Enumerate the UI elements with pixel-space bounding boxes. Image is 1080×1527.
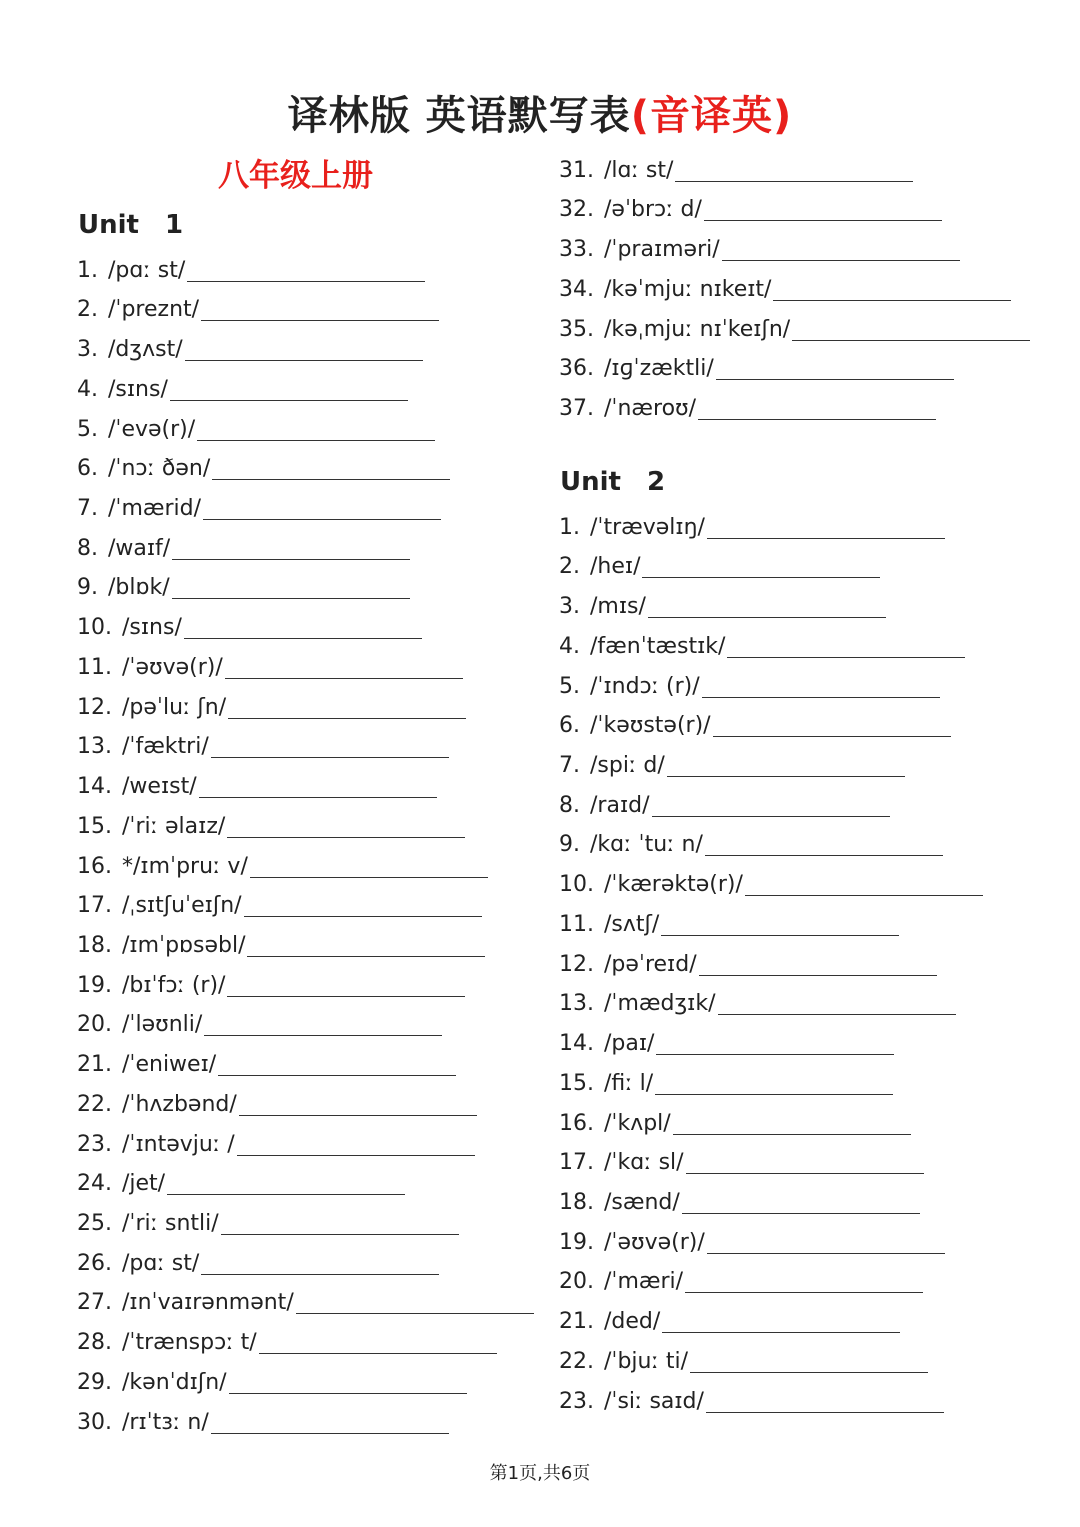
page-title bbox=[0, 88, 1080, 144]
phonetic-text: /dʒʌst/ bbox=[108, 337, 183, 363]
item-number: 20. bbox=[77, 1012, 112, 1038]
phonetic-text: /ˈpreznt/ bbox=[108, 297, 200, 323]
phonetic-text: /waɪf/ bbox=[108, 535, 171, 561]
answer-blank[interactable] bbox=[239, 1093, 477, 1116]
item-number: 11. bbox=[559, 911, 594, 937]
list-item bbox=[559, 582, 983, 622]
phonetic-text: /ˈnæroʊ/ bbox=[604, 396, 697, 422]
answer-blank[interactable] bbox=[218, 1053, 456, 1076]
phonetic-text: /raɪd/ bbox=[590, 792, 650, 818]
answer-blank[interactable] bbox=[652, 794, 890, 817]
phonetic-text: /rɪˈtɜː n/ bbox=[122, 1409, 209, 1435]
list-item bbox=[559, 1297, 983, 1337]
title-main: 译林版 英语默写表 bbox=[287, 93, 631, 139]
list-item bbox=[559, 146, 1030, 186]
phonetic-text: /sɪns/ bbox=[122, 615, 182, 641]
phonetic-text: /blɒk/ bbox=[108, 575, 170, 601]
answer-blank[interactable] bbox=[204, 1013, 442, 1036]
list-item bbox=[559, 662, 983, 702]
item-number: 22. bbox=[77, 1091, 112, 1117]
item-number: 1. bbox=[559, 514, 580, 540]
phonetic-text: /ˈhʌzbənd/ bbox=[122, 1091, 237, 1117]
item-number: 8. bbox=[559, 792, 580, 818]
answer-blank[interactable] bbox=[203, 497, 441, 520]
answer-blank[interactable] bbox=[167, 1172, 405, 1195]
list-item bbox=[77, 643, 534, 683]
answer-blank[interactable] bbox=[667, 754, 905, 777]
list-item bbox=[559, 1377, 983, 1417]
item-number: 15. bbox=[559, 1070, 594, 1096]
list-item bbox=[559, 781, 983, 821]
phonetic-text: /ˈkʌpl/ bbox=[604, 1110, 671, 1136]
answer-blank[interactable] bbox=[686, 1151, 924, 1174]
item-number: 9. bbox=[559, 832, 580, 858]
phonetic-text: /ˈriː əlaɪz/ bbox=[122, 813, 226, 839]
list-item bbox=[77, 723, 534, 763]
answer-blank[interactable] bbox=[661, 913, 899, 936]
phonetic-text: /pəˈluː ʃn/ bbox=[122, 694, 227, 720]
item-number: 19. bbox=[77, 972, 112, 998]
phonetic-text: /ˈɪndɔː (r)/ bbox=[590, 673, 700, 699]
answer-blank[interactable] bbox=[172, 537, 410, 560]
item-number: 5. bbox=[77, 416, 98, 442]
item-number: 19. bbox=[559, 1229, 594, 1255]
phonetic-text: /ˈriː sntli/ bbox=[122, 1210, 219, 1236]
item-number: 29. bbox=[77, 1369, 112, 1395]
list-item bbox=[559, 702, 983, 742]
list-item bbox=[559, 543, 983, 583]
list-item bbox=[559, 503, 983, 543]
answer-blank[interactable] bbox=[170, 378, 408, 401]
answer-blank[interactable] bbox=[648, 595, 886, 618]
phonetic-text: /pəˈreɪd/ bbox=[604, 951, 697, 977]
list-item bbox=[77, 1001, 534, 1041]
phonetic-text: /ˈeniweɪ/ bbox=[122, 1052, 217, 1078]
item-number: 2. bbox=[77, 297, 98, 323]
phonetic-text: /ded/ bbox=[604, 1309, 661, 1335]
answer-blank[interactable] bbox=[184, 616, 422, 639]
unit-2-heading bbox=[560, 464, 665, 500]
answer-blank[interactable] bbox=[673, 1112, 911, 1135]
item-number: 17. bbox=[77, 893, 112, 919]
item-number: 31. bbox=[559, 157, 594, 183]
answer-blank[interactable] bbox=[682, 1191, 920, 1214]
list-item bbox=[559, 1059, 983, 1099]
list-item bbox=[559, 225, 1030, 265]
answer-blank[interactable] bbox=[228, 696, 466, 719]
item-number: 18. bbox=[559, 1189, 594, 1215]
answer-blank[interactable] bbox=[702, 675, 940, 698]
item-number: 34. bbox=[559, 276, 594, 302]
phonetic-text: /jet/ bbox=[122, 1171, 166, 1197]
answer-blank[interactable] bbox=[211, 735, 449, 758]
phonetic-text: /kəˈmjuː nɪkeɪt/ bbox=[604, 276, 772, 302]
item-number: 21. bbox=[559, 1309, 594, 1335]
list-item bbox=[77, 921, 534, 961]
item-number: 1. bbox=[77, 257, 98, 283]
list-item bbox=[559, 1099, 983, 1139]
answer-blank[interactable] bbox=[706, 1390, 944, 1413]
answer-blank[interactable] bbox=[221, 1212, 459, 1235]
item-number: 27. bbox=[77, 1290, 112, 1316]
item-number: 12. bbox=[77, 694, 112, 720]
answer-blank[interactable] bbox=[675, 159, 913, 182]
list-item bbox=[559, 741, 983, 781]
answer-blank[interactable] bbox=[699, 953, 937, 976]
item-number: 6. bbox=[77, 456, 98, 482]
answer-blank[interactable] bbox=[172, 576, 410, 599]
answer-blank[interactable] bbox=[662, 1310, 900, 1333]
list-item bbox=[77, 564, 534, 604]
answer-blank[interactable] bbox=[212, 457, 450, 480]
phonetic-text: /paɪ/ bbox=[604, 1031, 655, 1057]
phonetic-text: /ˈnɔː ðən/ bbox=[108, 456, 211, 482]
list-item bbox=[559, 1019, 983, 1059]
answer-blank[interactable] bbox=[745, 873, 983, 896]
subtitle: 八年级上册 bbox=[218, 158, 373, 194]
answer-blank[interactable] bbox=[237, 1133, 475, 1156]
item-number: 4. bbox=[77, 376, 98, 402]
answer-blank[interactable] bbox=[225, 656, 463, 679]
unit-1-heading bbox=[78, 207, 183, 243]
item-number: 16. bbox=[559, 1110, 594, 1136]
list-item bbox=[77, 1080, 534, 1120]
list-item bbox=[77, 365, 534, 405]
phonetic-text: /bɪˈfɔː (r)/ bbox=[122, 972, 226, 998]
phonetic-text: /ˌsɪtʃuˈeɪʃn/ bbox=[122, 893, 242, 919]
list-item bbox=[77, 1398, 534, 1438]
phonetic-text: /ɪnˈvaɪrənmənt/ bbox=[122, 1290, 294, 1316]
list-item bbox=[559, 384, 1030, 424]
list-item bbox=[77, 683, 534, 723]
phonetic-text: /ˈkɑː sl/ bbox=[604, 1150, 684, 1176]
title-highlight: (音译英) bbox=[630, 93, 793, 139]
phonetic-text: /ˈɪntəvjuː / bbox=[122, 1131, 235, 1157]
list-item bbox=[77, 445, 534, 485]
item-number: 4. bbox=[559, 633, 580, 659]
item-number: 14. bbox=[77, 774, 112, 800]
answer-blank[interactable] bbox=[707, 516, 945, 539]
item-number: 37. bbox=[559, 396, 594, 422]
answer-blank[interactable] bbox=[199, 775, 437, 798]
phonetic-text: /ɪɡˈzæktli/ bbox=[604, 356, 714, 382]
answer-blank[interactable] bbox=[201, 298, 439, 321]
list-item bbox=[77, 1040, 534, 1080]
answer-blank[interactable] bbox=[250, 855, 488, 878]
item-number: 24. bbox=[77, 1171, 112, 1197]
item-number: 6. bbox=[559, 713, 580, 739]
item-number: 33. bbox=[559, 237, 594, 263]
list-item bbox=[77, 1279, 534, 1319]
item-number: 3. bbox=[77, 337, 98, 363]
list-item bbox=[559, 1218, 983, 1258]
phonetic-text: /ˈmærid/ bbox=[108, 496, 202, 522]
answer-blank[interactable] bbox=[197, 418, 435, 441]
answer-blank[interactable] bbox=[704, 198, 942, 221]
list-item bbox=[77, 1120, 534, 1160]
phonetic-text: /weɪst/ bbox=[122, 774, 197, 800]
list-item bbox=[77, 1199, 534, 1239]
phonetic-text: /sɪns/ bbox=[108, 376, 168, 402]
item-number: 16. bbox=[77, 853, 112, 879]
answer-blank[interactable] bbox=[722, 238, 960, 261]
phonetic-text: /fiː l/ bbox=[604, 1070, 654, 1096]
list-item bbox=[77, 1239, 534, 1279]
item-number: 13. bbox=[559, 991, 594, 1017]
answer-blank[interactable] bbox=[296, 1291, 534, 1314]
item-number: 14. bbox=[559, 1031, 594, 1057]
answer-blank[interactable] bbox=[211, 1411, 449, 1434]
phonetic-text: /ˈtrævəlɪŋ/ bbox=[590, 514, 705, 540]
phonetic-text: /əˈbrɔː d/ bbox=[604, 197, 702, 223]
phonetic-text: /ˈbjuː ti/ bbox=[604, 1348, 689, 1374]
list-item bbox=[77, 1358, 534, 1398]
list-item bbox=[559, 1139, 983, 1179]
list-item bbox=[559, 305, 1030, 345]
item-number: 18. bbox=[77, 932, 112, 958]
list-item bbox=[77, 762, 534, 802]
item-number: 30. bbox=[77, 1409, 112, 1435]
list-item bbox=[559, 860, 983, 900]
list-item bbox=[77, 842, 534, 882]
item-number: 5. bbox=[559, 673, 580, 699]
phonetic-text: /ˈmædʒɪk/ bbox=[604, 991, 716, 1017]
answer-blank[interactable] bbox=[727, 635, 965, 658]
phonetic-text: /ˈtrænspɔː t/ bbox=[122, 1330, 257, 1356]
item-number: 8. bbox=[77, 535, 98, 561]
item-number: 11. bbox=[77, 654, 112, 680]
list-item bbox=[77, 405, 534, 445]
answer-blank[interactable] bbox=[244, 894, 482, 917]
answer-blank[interactable] bbox=[656, 1032, 894, 1055]
phonetic-text: /kɑː ˈtuː n/ bbox=[590, 832, 703, 858]
phonetic-text: /mɪs/ bbox=[590, 594, 646, 620]
answer-blank[interactable] bbox=[185, 338, 423, 361]
phonetic-text: /pɑː st/ bbox=[108, 257, 186, 283]
unit-label: Unit bbox=[560, 467, 621, 497]
answer-blank[interactable] bbox=[698, 397, 936, 420]
item-number: 28. bbox=[77, 1330, 112, 1356]
list-item bbox=[77, 484, 534, 524]
item-number: 7. bbox=[559, 753, 580, 779]
phonetic-text: /ˈəʊvə(r)/ bbox=[604, 1229, 705, 1255]
list-item bbox=[559, 265, 1030, 305]
list-item bbox=[559, 622, 983, 662]
answer-blank[interactable] bbox=[187, 259, 425, 282]
unit-1-list-left bbox=[77, 246, 534, 1438]
item-number: 32. bbox=[559, 197, 594, 223]
phonetic-text: /sænd/ bbox=[604, 1189, 680, 1215]
phonetic-text: /ˈəʊvə(r)/ bbox=[122, 654, 223, 680]
list-item bbox=[77, 246, 534, 286]
phonetic-text: /pɑː st/ bbox=[122, 1250, 200, 1276]
unit-number: 2 bbox=[646, 467, 666, 497]
item-number: 15. bbox=[77, 813, 112, 839]
phonetic-text: /ˈevə(r)/ bbox=[108, 416, 196, 442]
item-number: 10. bbox=[559, 872, 594, 898]
list-item bbox=[77, 286, 534, 326]
answer-blank[interactable] bbox=[247, 934, 485, 957]
list-item bbox=[559, 940, 983, 980]
list-item bbox=[77, 961, 534, 1001]
answer-blank[interactable] bbox=[227, 815, 465, 838]
unit-number: 1 bbox=[164, 210, 184, 240]
answer-blank[interactable] bbox=[707, 1231, 945, 1254]
item-number: 9. bbox=[77, 575, 98, 601]
phonetic-text: /ɪmˈpɒsəbl/ bbox=[122, 932, 246, 958]
answer-blank[interactable] bbox=[655, 1072, 893, 1095]
phonetic-text: /ˈsiː saɪd/ bbox=[604, 1388, 704, 1414]
unit-label: Unit bbox=[78, 210, 139, 240]
answer-blank[interactable] bbox=[713, 714, 951, 737]
list-item bbox=[559, 980, 983, 1020]
phonetic-text: /ˈfæktri/ bbox=[122, 734, 209, 760]
phonetic-text: /lɑː st/ bbox=[604, 157, 674, 183]
item-number: 10. bbox=[77, 615, 112, 641]
item-number: 36. bbox=[559, 356, 594, 382]
answer-blank[interactable] bbox=[718, 992, 956, 1015]
phonetic-text: /kəˌmjuː nɪˈkeɪʃn/ bbox=[604, 316, 791, 342]
list-item bbox=[77, 325, 534, 365]
item-number: 25. bbox=[77, 1210, 112, 1236]
page-footer: 第1页,共6页 bbox=[489, 1463, 591, 1484]
phonetic-text: /ˈləʊnli/ bbox=[122, 1012, 203, 1038]
list-item bbox=[77, 524, 534, 564]
list-item bbox=[77, 603, 534, 643]
list-item bbox=[559, 821, 983, 861]
phonetic-text: /fænˈtæstɪk/ bbox=[590, 633, 726, 659]
answer-blank[interactable] bbox=[705, 833, 943, 856]
list-item bbox=[559, 1258, 983, 1298]
list-item bbox=[559, 900, 983, 940]
item-number: 22. bbox=[559, 1348, 594, 1374]
list-item bbox=[77, 1160, 534, 1200]
list-item bbox=[559, 186, 1030, 226]
list-item bbox=[77, 882, 534, 922]
answer-blank[interactable] bbox=[227, 974, 465, 997]
answer-blank[interactable] bbox=[685, 1270, 923, 1293]
item-number: 12. bbox=[559, 951, 594, 977]
phonetic-text: /ˈkəʊstə(r)/ bbox=[590, 713, 711, 739]
list-item bbox=[77, 1318, 534, 1358]
phonetic-text: /spiː d/ bbox=[590, 753, 665, 779]
unit-1-list-right bbox=[559, 146, 1030, 424]
phonetic-text: /ˈkærəktə(r)/ bbox=[604, 872, 743, 898]
item-number: 21. bbox=[77, 1052, 112, 1078]
answer-blank[interactable] bbox=[229, 1371, 467, 1394]
phonetic-text: /ˈpraɪməri/ bbox=[604, 237, 720, 263]
item-number: 13. bbox=[77, 734, 112, 760]
item-number: 7. bbox=[77, 496, 98, 522]
item-number: 26. bbox=[77, 1250, 112, 1276]
item-number: 3. bbox=[559, 594, 580, 620]
phonetic-text: /heɪ/ bbox=[590, 554, 641, 580]
phonetic-text: /sʌtʃ/ bbox=[604, 911, 660, 937]
answer-blank[interactable] bbox=[690, 1350, 928, 1373]
list-item bbox=[559, 1178, 983, 1218]
item-number: 23. bbox=[559, 1388, 594, 1414]
answer-blank[interactable] bbox=[792, 318, 1030, 341]
item-number: 35. bbox=[559, 316, 594, 342]
item-number: 20. bbox=[559, 1269, 594, 1295]
unit-2-list bbox=[559, 503, 983, 1417]
phonetic-text: */ɪmˈpruː v/ bbox=[122, 853, 248, 879]
answer-blank[interactable] bbox=[259, 1331, 497, 1354]
list-item bbox=[77, 802, 534, 842]
answer-blank[interactable] bbox=[773, 278, 1011, 301]
item-number: 23. bbox=[77, 1131, 112, 1157]
answer-blank[interactable] bbox=[201, 1252, 439, 1275]
item-number: 2. bbox=[559, 554, 580, 580]
answer-blank[interactable] bbox=[716, 357, 954, 380]
phonetic-text: /ˈmæri/ bbox=[604, 1269, 684, 1295]
answer-blank[interactable] bbox=[642, 555, 880, 578]
item-number: 17. bbox=[559, 1150, 594, 1176]
list-item bbox=[559, 345, 1030, 385]
phonetic-text: /kənˈdɪʃn/ bbox=[122, 1369, 227, 1395]
list-item bbox=[559, 1337, 983, 1377]
